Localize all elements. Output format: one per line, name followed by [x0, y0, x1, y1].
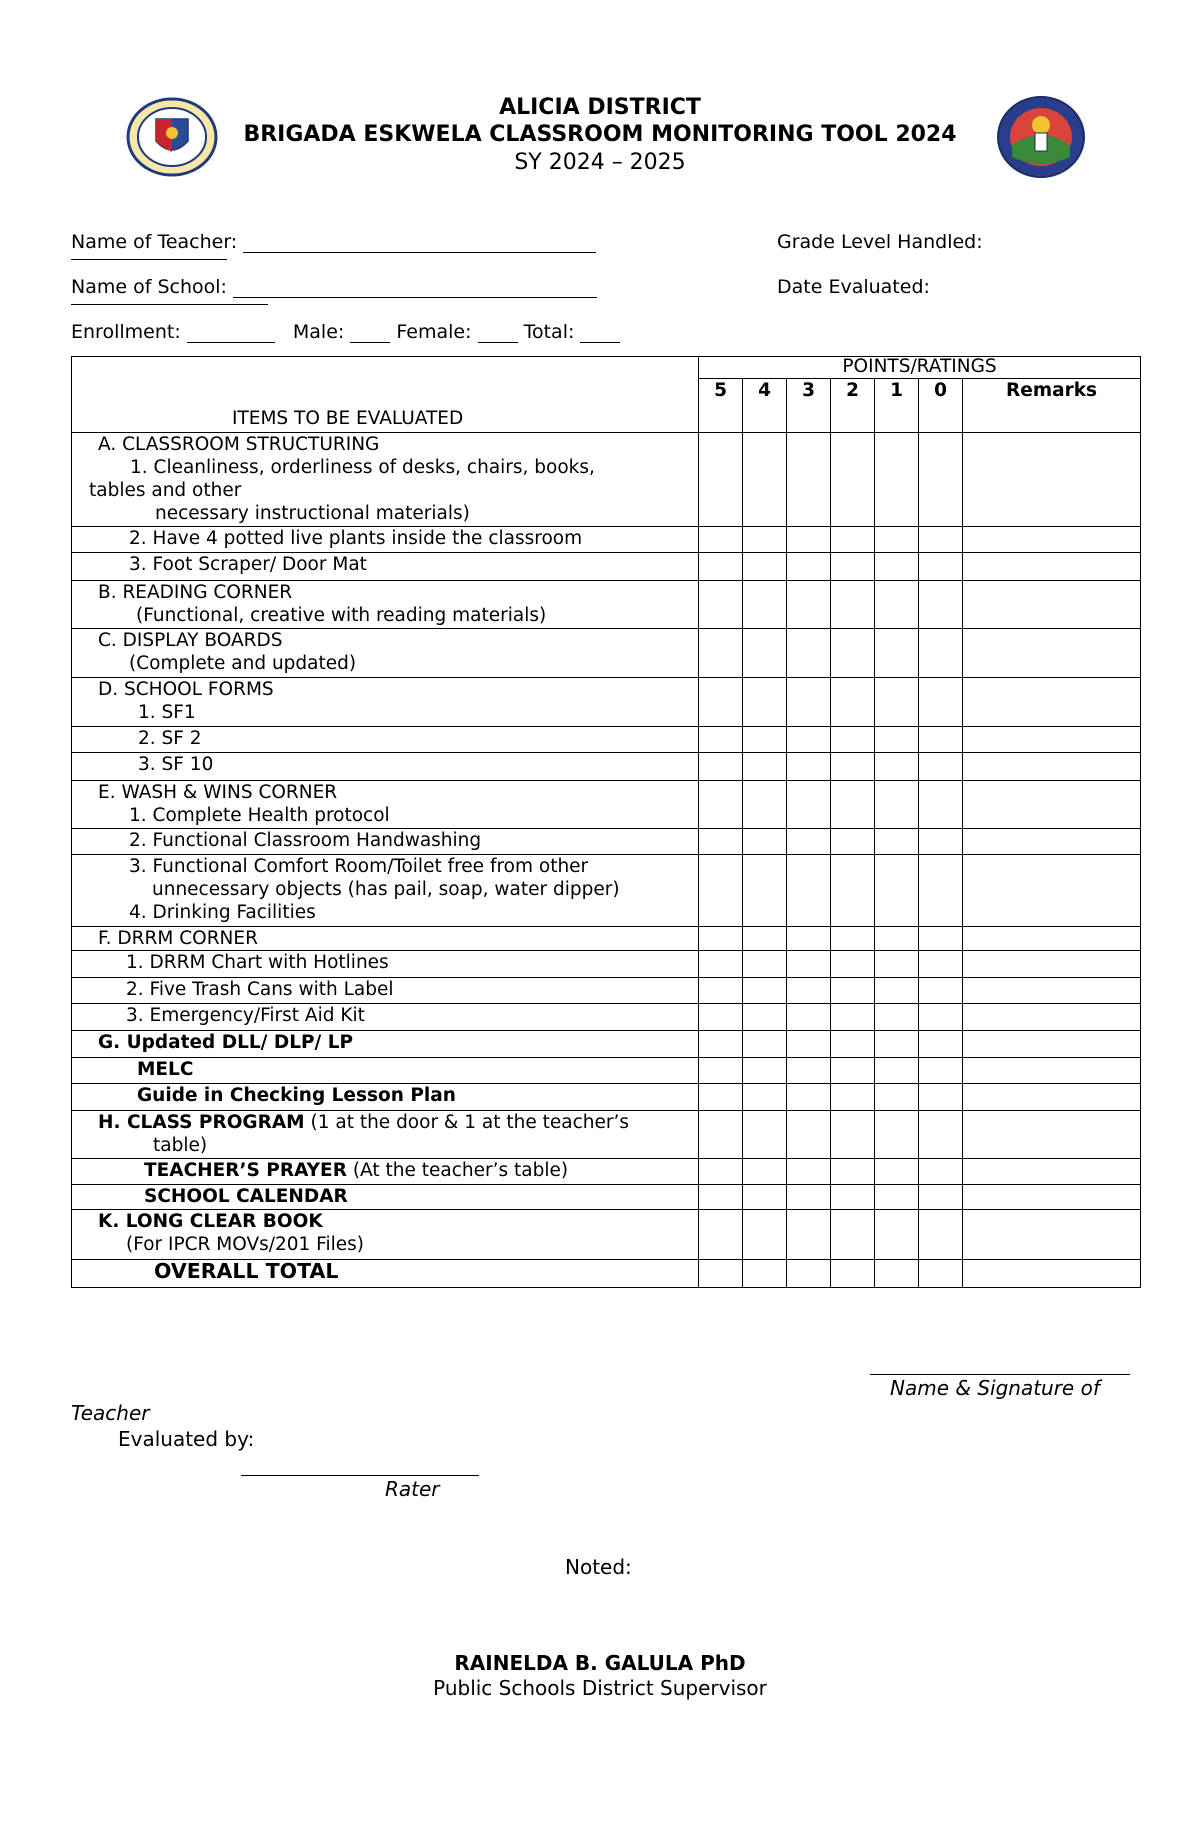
rating-cell[interactable] [787, 1185, 831, 1210]
remarks-cell[interactable] [963, 781, 1141, 829]
rating-cell[interactable] [831, 781, 875, 829]
remarks-cell[interactable] [963, 581, 1141, 629]
item-line: 3. Emergency/First Aid Kit [126, 1005, 365, 1026]
rating-cell[interactable] [875, 581, 919, 629]
table-row [72, 1058, 1141, 1084]
remarks-cell[interactable] [963, 951, 1141, 978]
points-header: POINTS/RATINGS [699, 357, 1141, 379]
rating-cell[interactable] [743, 1058, 787, 1084]
rating-cell[interactable] [699, 433, 743, 527]
rating-cell[interactable] [875, 433, 919, 527]
rating-cell[interactable] [919, 527, 963, 553]
grade-field[interactable] [777, 231, 983, 253]
rating-cell[interactable] [699, 781, 743, 829]
rating-cell[interactable] [875, 1210, 919, 1260]
item-line: 2. Functional Classroom Handwashing [129, 830, 482, 851]
rating-cell[interactable] [831, 829, 875, 855]
school-label: Name of School: [71, 276, 227, 298]
item-line: 2. Five Trash Cans with Label [126, 979, 394, 1000]
rating-cell[interactable] [831, 855, 875, 927]
remarks-cell[interactable] [963, 1058, 1141, 1084]
table-row [72, 829, 1141, 855]
total-label: Total: [523, 321, 575, 343]
teacher-signature-line[interactable] [870, 1374, 1130, 1375]
remarks-cell[interactable] [963, 727, 1141, 753]
rating-cell[interactable] [699, 829, 743, 855]
table-row [72, 678, 1141, 727]
rating-cell[interactable] [787, 581, 831, 629]
school-line[interactable] [233, 279, 597, 298]
rating-cell[interactable] [875, 553, 919, 581]
teacher-line[interactable] [243, 234, 596, 253]
rating-cell[interactable] [875, 1111, 919, 1159]
item-line: G. Updated DLL/ DLP/ LP [98, 1032, 354, 1053]
rating-cell[interactable] [875, 1004, 919, 1031]
remarks-cell[interactable] [963, 1111, 1141, 1159]
item-line: K. LONG CLEAR BOOK [98, 1211, 323, 1232]
table-row [72, 527, 1141, 553]
rating-cell[interactable] [919, 1004, 963, 1031]
rating-cell[interactable] [787, 553, 831, 581]
item-line: (Complete and updated) [129, 653, 357, 674]
remarks-cell[interactable] [963, 678, 1141, 727]
rating-cell[interactable] [699, 553, 743, 581]
rating-cell[interactable] [699, 1111, 743, 1159]
rating-cell[interactable] [831, 1111, 875, 1159]
table-row [72, 855, 1141, 927]
evaluated-by-label: Evaluated by: [118, 1427, 255, 1451]
rating-cell[interactable] [919, 781, 963, 829]
evaluation-table [71, 356, 1141, 1288]
rating-cell[interactable] [743, 1004, 787, 1031]
rating-cell[interactable] [831, 1159, 875, 1185]
item-line: table) [153, 1135, 208, 1156]
table-row [72, 727, 1141, 753]
rating-cell[interactable] [699, 927, 743, 951]
rating-2-header: 2 [831, 379, 875, 433]
rating-cell[interactable] [919, 1210, 963, 1260]
rating-cell[interactable] [831, 753, 875, 781]
rating-cell[interactable] [831, 581, 875, 629]
item-line: unnecessary objects (has pail, soap, water dipper) [152, 879, 620, 900]
rating-1-header: 1 [875, 379, 919, 433]
supervisor-name: RAINELDA B. GALULA PhD [454, 1651, 746, 1675]
table-row [72, 1004, 1141, 1031]
items-header-cell [72, 357, 699, 433]
remarks-cell[interactable] [963, 433, 1141, 527]
rating-cell[interactable] [743, 1111, 787, 1159]
rating-cell[interactable] [831, 1058, 875, 1084]
rating-cell[interactable] [699, 727, 743, 753]
rating-cell[interactable] [787, 1031, 831, 1058]
rater-label: Rater [385, 1477, 440, 1501]
rating-cell[interactable] [787, 753, 831, 781]
rating-cell[interactable] [831, 978, 875, 1004]
rating-cell[interactable] [699, 1084, 743, 1111]
rating-cell[interactable] [875, 527, 919, 553]
items-header: ITEMS TO BE EVALUATED [232, 408, 464, 429]
rating-cell[interactable] [787, 781, 831, 829]
rating-cell[interactable] [743, 978, 787, 1004]
rater-signature-line[interactable] [241, 1475, 479, 1476]
male-label: Male: [292, 321, 345, 343]
rating-cell[interactable] [919, 1111, 963, 1159]
rating-cell[interactable] [787, 951, 831, 978]
school-field[interactable] [71, 276, 597, 298]
rating-cell[interactable] [699, 1159, 743, 1185]
teacher-signature-label: Name & Signature of [890, 1376, 1100, 1400]
rating-cell[interactable] [743, 781, 787, 829]
item-line: 1. DRRM Chart with Hotlines [126, 952, 389, 973]
rating-cell[interactable] [743, 629, 787, 678]
rating-cell[interactable] [743, 1084, 787, 1111]
rating-cell[interactable] [743, 927, 787, 951]
item-line: necessary instructional materials) [155, 503, 470, 524]
rating-4-header: 4 [743, 379, 787, 433]
rating-cell[interactable] [919, 629, 963, 678]
rating-cell[interactable] [831, 527, 875, 553]
rating-cell[interactable] [699, 951, 743, 978]
rating-cell[interactable] [743, 1210, 787, 1260]
rating-cell[interactable] [787, 629, 831, 678]
item-line: A. CLASSROOM STRUCTURING [98, 434, 380, 455]
teacher-word: Teacher [71, 1401, 150, 1425]
male-line[interactable] [350, 324, 390, 343]
rating-cell[interactable] [875, 978, 919, 1004]
teacher-label: Name of Teacher: [71, 231, 238, 253]
rating-3-header: 3 [787, 379, 831, 433]
item-line: 4. Drinking Facilities [129, 902, 316, 923]
rating-cell[interactable] [875, 1260, 919, 1288]
rating-cell[interactable] [831, 1084, 875, 1111]
item-line: 1. Complete Health protocol [129, 805, 390, 826]
rating-cell[interactable] [919, 855, 963, 927]
item-line: (Functional, creative with reading materials) [136, 605, 547, 626]
item-line: E. WASH & WINS CORNER [98, 782, 338, 803]
rating-cell[interactable] [743, 678, 787, 727]
item-heading: H. CLASS PROGRAM [98, 1112, 305, 1133]
rating-cell[interactable] [787, 527, 831, 553]
rating-cell[interactable] [875, 1058, 919, 1084]
rating-cell[interactable] [919, 1031, 963, 1058]
table-row [72, 1111, 1141, 1159]
rating-cell[interactable] [699, 1004, 743, 1031]
date-label: Date Evaluated: [777, 276, 930, 298]
rating-cell[interactable] [875, 678, 919, 727]
rating-cell[interactable] [743, 1159, 787, 1185]
rating-cell[interactable] [919, 1084, 963, 1111]
rating-cell[interactable] [699, 855, 743, 927]
table-row [72, 927, 1141, 951]
rating-cell[interactable] [831, 433, 875, 527]
school-year: SY 2024 – 2025 [514, 150, 686, 175]
rating-5-header: 5 [699, 379, 743, 433]
rating-cell[interactable] [743, 553, 787, 581]
grade-line[interactable] [71, 259, 227, 260]
teacher-field[interactable] [71, 231, 596, 253]
item-line: D. SCHOOL FORMS [98, 679, 274, 700]
remarks-cell[interactable] [963, 629, 1141, 678]
remarks-cell[interactable] [963, 1260, 1141, 1288]
rating-cell[interactable] [787, 1210, 831, 1260]
item-note: (1 at the door & 1 at the teacher’s [310, 1112, 629, 1133]
rating-cell[interactable] [743, 433, 787, 527]
rating-cell[interactable] [919, 927, 963, 951]
rating-cell[interactable] [919, 678, 963, 727]
remarks-cell[interactable] [963, 1004, 1141, 1031]
noted-label: Noted: [565, 1555, 632, 1579]
rating-cell[interactable] [919, 1159, 963, 1185]
item-line: 2. Have 4 potted live plants inside the classroom [129, 528, 583, 549]
rating-cell[interactable] [787, 1159, 831, 1185]
table-row [72, 581, 1141, 629]
item-line: 1. Cleanliness, orderliness of desks, chairs, books, [130, 457, 595, 478]
rating-cell[interactable] [875, 1159, 919, 1185]
remarks-cell[interactable] [963, 829, 1141, 855]
rating-cell[interactable] [875, 727, 919, 753]
rating-cell[interactable] [919, 978, 963, 1004]
rating-cell[interactable] [787, 1111, 831, 1159]
item-line: (For IPCR MOVs/201 Files) [126, 1234, 364, 1255]
rating-cell[interactable] [919, 1260, 963, 1288]
rating-cell[interactable] [831, 1260, 875, 1288]
rating-cell[interactable] [919, 581, 963, 629]
remarks-header: Remarks [963, 379, 1141, 433]
rating-cell[interactable] [787, 978, 831, 1004]
rating-cell[interactable] [699, 581, 743, 629]
item-line: 1. SF1 [138, 702, 196, 723]
rating-cell[interactable] [875, 855, 919, 927]
rating-cell[interactable] [699, 1185, 743, 1210]
overall-total-row [72, 1260, 1141, 1288]
enrollment-line[interactable] [187, 324, 275, 343]
remarks-cell[interactable] [963, 1185, 1141, 1210]
item-line: MELC [137, 1059, 194, 1080]
rating-cell[interactable] [875, 781, 919, 829]
table-row [72, 1185, 1141, 1210]
rating-cell[interactable] [743, 1260, 787, 1288]
rating-cell[interactable] [831, 1031, 875, 1058]
rating-cell[interactable] [919, 727, 963, 753]
table-row [72, 1031, 1141, 1058]
total-line[interactable] [580, 324, 620, 343]
rating-cell[interactable] [699, 1031, 743, 1058]
rating-cell[interactable] [743, 581, 787, 629]
rating-cell[interactable] [699, 753, 743, 781]
rating-cell[interactable] [699, 527, 743, 553]
rating-cell[interactable] [699, 978, 743, 1004]
rating-cell[interactable] [831, 727, 875, 753]
rating-cell[interactable] [787, 1004, 831, 1031]
grade-label: Grade Level Handled: [777, 231, 983, 253]
rating-cell[interactable] [831, 629, 875, 678]
item-line: Guide in Checking Lesson Plan [137, 1085, 456, 1106]
rating-cell[interactable] [787, 927, 831, 951]
remarks-cell[interactable] [963, 978, 1141, 1004]
district-title: ALICIA DISTRICT [499, 95, 701, 120]
item-line: 3. SF 10 [138, 754, 214, 775]
rating-cell[interactable] [787, 1084, 831, 1111]
table-row [72, 1084, 1141, 1111]
remarks-cell[interactable] [963, 1084, 1141, 1111]
date-line[interactable] [71, 304, 268, 305]
rating-cell[interactable] [919, 829, 963, 855]
rating-cell[interactable] [743, 855, 787, 927]
rating-cell[interactable] [919, 433, 963, 527]
rating-cell[interactable] [743, 1031, 787, 1058]
document-title: BRIGADA ESKWELA CLASSROOM MONITORING TOOL 2024 [243, 122, 957, 147]
rating-cell[interactable] [699, 629, 743, 678]
item-cell [72, 433, 699, 527]
rating-cell[interactable] [875, 753, 919, 781]
rating-cell[interactable] [743, 1185, 787, 1210]
item-heading: TEACHER’S PRAYER [144, 1160, 347, 1181]
supervisor-title: Public Schools District Supervisor [433, 1676, 767, 1700]
remarks-cell[interactable] [963, 553, 1141, 581]
remarks-cell[interactable] [963, 1159, 1141, 1185]
table-row [72, 433, 1141, 527]
date-field[interactable] [777, 276, 930, 298]
rating-cell[interactable] [831, 927, 875, 951]
rating-cell[interactable] [919, 951, 963, 978]
item-line: 3. Functional Comfort Room/Toilet free from other [129, 856, 589, 877]
item-line: C. DISPLAY BOARDS [98, 630, 283, 651]
rating-cell[interactable] [787, 678, 831, 727]
rating-cell[interactable] [831, 951, 875, 978]
item-line: B. READING CORNER [98, 582, 293, 603]
rating-cell[interactable] [919, 1185, 963, 1210]
overall-total-label: OVERALL TOTAL [154, 1259, 339, 1283]
rating-cell[interactable] [875, 951, 919, 978]
rating-cell[interactable] [831, 1210, 875, 1260]
rating-cell[interactable] [699, 678, 743, 727]
table-row [72, 1159, 1141, 1185]
rating-cell[interactable] [787, 727, 831, 753]
rating-cell[interactable] [743, 829, 787, 855]
rating-cell[interactable] [875, 1084, 919, 1111]
rating-cell[interactable] [743, 753, 787, 781]
rating-cell[interactable] [699, 1058, 743, 1084]
item-line: tables and other [89, 480, 242, 501]
table-row [72, 553, 1141, 581]
enrollment-field[interactable] [71, 321, 620, 343]
rating-cell[interactable] [919, 553, 963, 581]
rating-cell[interactable] [787, 829, 831, 855]
rating-cell[interactable] [831, 553, 875, 581]
rating-cell[interactable] [787, 433, 831, 527]
table-row [72, 978, 1141, 1004]
table-row [72, 753, 1141, 781]
item-line: SCHOOL CALENDAR [144, 1186, 348, 1207]
remarks-cell[interactable] [963, 927, 1141, 951]
table-row [72, 629, 1141, 678]
rating-cell[interactable] [919, 1058, 963, 1084]
table-row [72, 1210, 1141, 1260]
rating-cell[interactable] [743, 527, 787, 553]
rating-cell[interactable] [743, 951, 787, 978]
rating-cell[interactable] [875, 927, 919, 951]
rating-cell[interactable] [875, 629, 919, 678]
rating-cell[interactable] [831, 1185, 875, 1210]
item-line: F. DRRM CORNER [98, 928, 258, 949]
rating-cell[interactable] [743, 727, 787, 753]
remarks-cell[interactable] [963, 527, 1141, 553]
remarks-cell[interactable] [963, 753, 1141, 781]
item-note: (At the teacher’s table) [352, 1160, 569, 1181]
rating-0-header: 0 [919, 379, 963, 433]
rating-cell[interactable] [787, 1058, 831, 1084]
remarks-cell[interactable] [963, 1210, 1141, 1260]
enrollment-label: Enrollment: [71, 321, 181, 343]
item-line [72, 1159, 698, 1182]
rating-cell[interactable] [831, 678, 875, 727]
rating-cell[interactable] [699, 1210, 743, 1260]
table-row [72, 781, 1141, 829]
item-line: 3. Foot Scraper/ Door Mat [129, 554, 367, 575]
remarks-cell[interactable] [963, 855, 1141, 927]
rating-cell[interactable] [875, 1185, 919, 1210]
rating-cell[interactable] [787, 1260, 831, 1288]
remarks-cell[interactable] [963, 1031, 1141, 1058]
female-line[interactable] [478, 324, 518, 343]
rating-cell[interactable] [875, 1031, 919, 1058]
item-line [72, 1111, 698, 1134]
table-row [72, 951, 1141, 978]
rating-cell[interactable] [699, 1260, 743, 1288]
female-label: Female: [396, 321, 472, 343]
rating-cell[interactable] [919, 753, 963, 781]
item-line: 2. SF 2 [138, 728, 202, 749]
rating-cell[interactable] [875, 829, 919, 855]
rating-cell[interactable] [831, 1004, 875, 1031]
rating-cell[interactable] [787, 855, 831, 927]
